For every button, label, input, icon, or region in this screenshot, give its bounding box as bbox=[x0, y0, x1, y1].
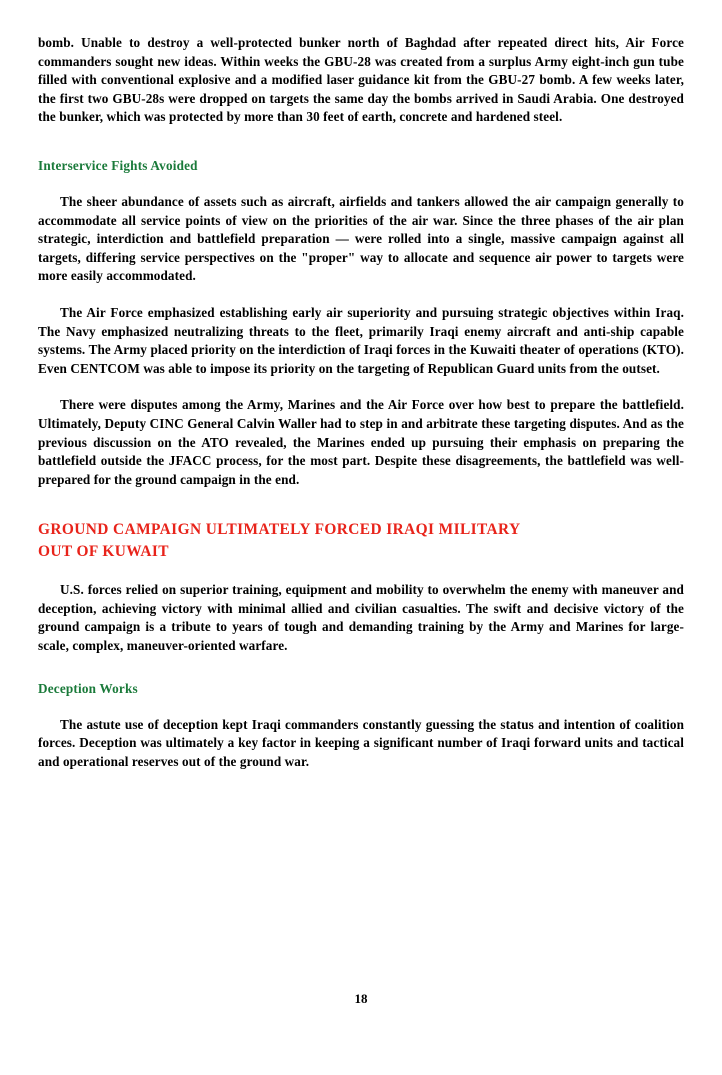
section-heading-line-1: GROUND CAMPAIGN ULTIMATELY FORCED IRAQI MILITARY bbox=[38, 521, 521, 539]
section-heading-ground-campaign bbox=[38, 519, 684, 563]
paragraph-sheer-abundance: The sheer abundance of assets such as aircraft, airfields and tankers allowed the air campaign generally to accommodate all service points of view on the priorities of the air war. Since the three phases of the air plan strategic, interdiction and battlefield preparation — were rolled into a single, massive campaign against all targets, differing service perspectives on the "proper" way to allocate and sequence air power to targets were more easily accommodated. bbox=[38, 193, 684, 284]
spacer bbox=[38, 656, 684, 680]
paragraph-air-force-emphasized: The Air Force emphasized establishing early air superiority and pursuing strategic objectives within Iraq. The Navy emphasized neutralizing threats to the fleet, primarily Iraqi enemy aircraft and anti-ship capable systems. The Army placed priority on the interdiction of Iraqi forces in the Kuwaiti theater of operations (KTO). Even CENTCOM was able to impose its priority on the targeting of Republican Guard units from the outset. bbox=[38, 304, 684, 376]
spacer bbox=[38, 378, 684, 396]
spacer bbox=[38, 127, 684, 157]
page-number: 18 bbox=[354, 991, 368, 1006]
spacer bbox=[38, 489, 684, 519]
spacer bbox=[38, 175, 684, 193]
subheading-deception-works: Deception Works bbox=[38, 680, 138, 696]
section-heading-line-2: OUT OF KUWAIT bbox=[38, 543, 169, 561]
subheading-interservice-fights-avoided: Interservice Fights Avoided bbox=[38, 157, 198, 173]
paragraph-astute-deception: The astute use of deception kept Iraqi commanders constantly guessing the status and intention of coalition forces. Deception was ultimately a key factor in keeping a significant number of Iraqi forward units and tactical and operational reserves out of the ground war. bbox=[38, 716, 684, 769]
spacer bbox=[38, 286, 684, 304]
spacer bbox=[38, 563, 684, 581]
paragraph-bomb: bomb. Unable to destroy a well-protected bunker north of Baghdad after repeated direct hits, Air Force commanders sought new ideas. Within weeks the GBU-28 was created from a surplus Army eight-inch gun tube filled with conventional explosive and a modified laser guidance kit from the GBU-27 bomb. A few weeks later, the first two GBU-28s were dropped on targets the same day the bombs arrived in Saudi Arabia. One destroyed the bunker, which was protected by more than 30 feet of earth, concrete and hardened steel. bbox=[38, 35, 684, 125]
spacer bbox=[38, 698, 684, 716]
paragraph-us-forces: U.S. forces relied on superior training, equipment and mobility to overwhelm the enemy with maneuver and deception, achieving victory with minimal allied and civilian casualties. The swift and decisive victory of the ground campaign is a tribute to years of tough and demanding training by the Army and Marines for large-scale, complex, maneuver-oriented warfare. bbox=[38, 582, 684, 654]
paragraph-disputes: There were disputes among the Army, Marines and the Air Force over how best to prepare the battlefield. Ultimately, Deputy CINC General Calvin Waller had to step in and arbitrate these targeting disputes. And as the previous discussion on the ATO revealed, the Marines ended up pursuing their emphasis on preparing the battlefield outside the JFACC process, for the most part. Despite these disagreements, the battlefield was well-prepared for the ground campaign in the end. bbox=[38, 397, 684, 487]
